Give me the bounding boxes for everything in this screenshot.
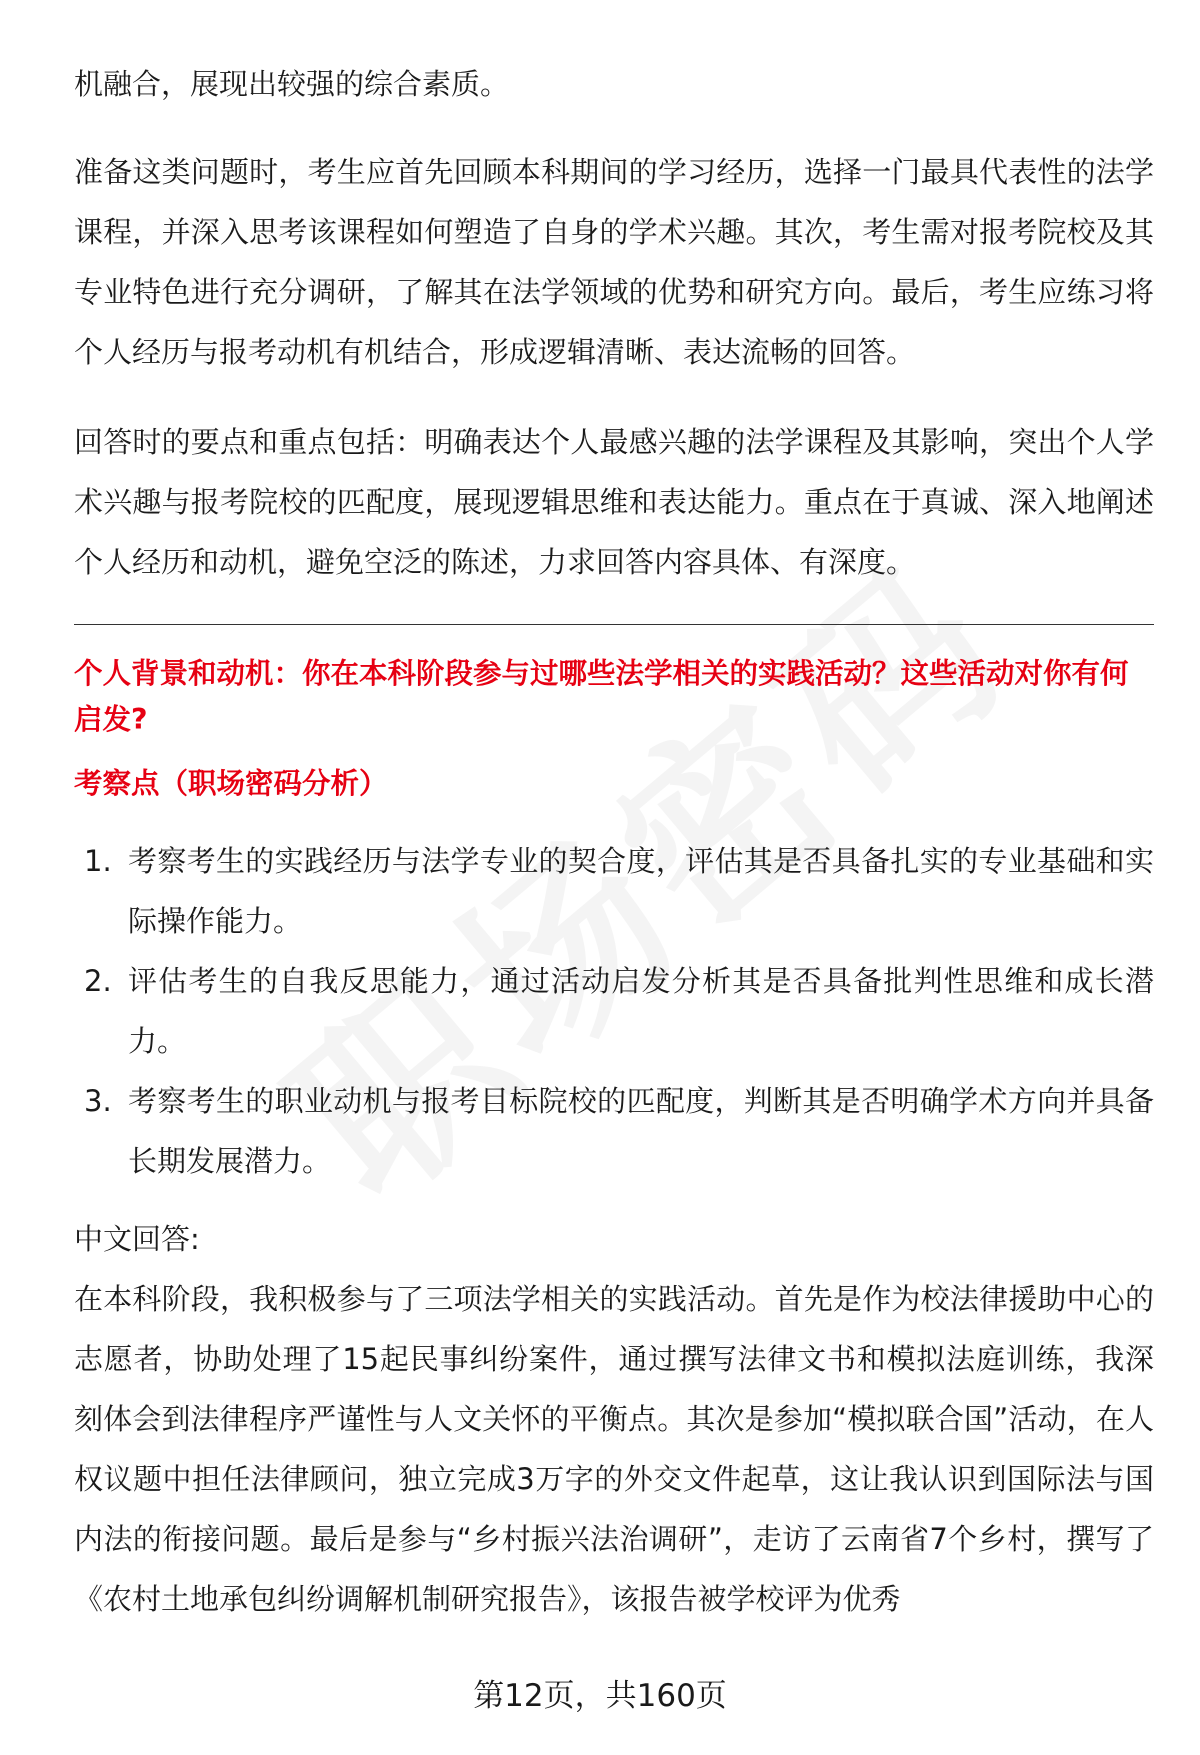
section-divider: [74, 624, 1154, 625]
paragraph-key-points: 回答时的要点和重点包括：明确表达个人最感兴趣的法学课程及其影响，突出个人学术兴趣与报考院校的匹配度，展现逻辑思维和表达能力。重点在于真诚、深入地阐述个人经历和动机，避免空泛的陈述，力求回答内容具体、有深度。: [74, 425, 1154, 579]
list-item-number: 1.: [84, 844, 112, 878]
answer-text: 在本科阶段，我积极参与了三项法学相关的实践活动。首先是作为校法律援助中心的志愿者，协助处理了15起民事纠纷案件，通过撰写法律文书和模拟法庭训练，我深刻体会到法律程序严谨性与人文关怀的平衡点。其次是参加“模拟联合国”活动，在人权议题中担任法律顾问，独立完成3万字的外交文件起草，这让我认识到国际法与国内法的衔接问题。最后是参与“乡村振兴法治调研”，走访了云南省7个乡村，撰写了《农村土地承包纠纷调解机制研究报告》，该报告被学校评为优秀: [74, 1282, 1154, 1616]
paragraph-continuation: 机融合，展现出较强的综合素质。: [74, 67, 510, 101]
list-item-number: 2.: [84, 964, 112, 998]
question-title: 个人背景和动机：你在本科阶段参与过哪些法学相关的实践活动？这些活动对你有何启发?: [74, 657, 1129, 736]
list-item-number: 3.: [84, 1084, 112, 1118]
list-item-text: 考察考生的实践经历与法学专业的契合度，评估其是否具备扎实的专业基础和实际操作能力。: [128, 844, 1154, 938]
answer-label: 中文回答:: [74, 1222, 200, 1256]
list-item-text: 考察考生的职业动机与报考目标院校的匹配度，判断其是否明确学术方向并具备长期发展潜力。: [128, 1084, 1154, 1178]
paragraph-preparation: 准备这类问题时，考生应首先回顾本科期间的学习经历，选择一门最具代表性的法学课程，并深入思考该课程如何塑造了自身的学术兴趣。其次，考生需对报考院校及其专业特色进行充分调研，了解其在法学领域的优势和研究方向。最后，考生应练习将个人经历与报考动机有机结合，形成逻辑清晰、表达流畅的回答。: [74, 155, 1154, 369]
list-item: [74, 831, 1154, 951]
list-item: [74, 951, 1154, 1071]
list-item-text: 评估考生的自我反思能力，通过活动启发分析其是否具备批判性思维和成长潜力。: [128, 964, 1154, 1058]
assessment-points-list: [74, 831, 1154, 1191]
page-number-footer: 第12页，共160页: [473, 1678, 727, 1714]
list-item: [74, 1071, 1154, 1191]
page-content: [74, 54, 1154, 1629]
points-heading: 考察点（职场密码分析）: [74, 767, 388, 800]
